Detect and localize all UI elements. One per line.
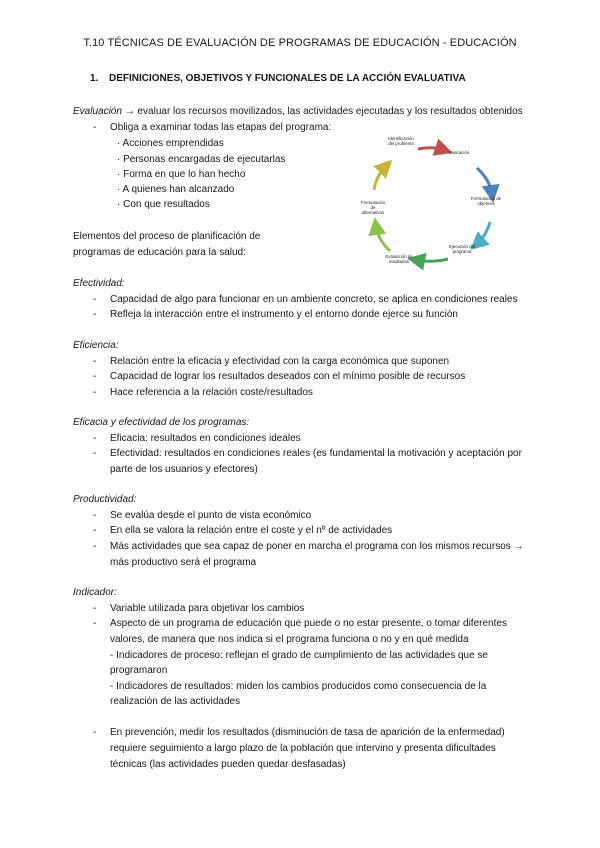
bullet-dash: - [93, 727, 97, 738]
section-number: 1. [90, 73, 99, 84]
subitem: · Con que resultados [117, 199, 210, 210]
bullet-dash: - [93, 122, 97, 133]
productividad-heading: Productividad: [73, 494, 137, 505]
indicador-item: Aspecto de un programa de educación que puede o no estar presente, o tomar diferentes [110, 618, 507, 629]
bullet-dash: - [93, 433, 97, 444]
indicador-proceso: - Indicadores de proceso: reflejan el grado de cumplimiento de las actividades que se [110, 650, 488, 661]
cycle-label-ejecucion: Ejecución del programa [448, 244, 476, 254]
bullet-dash: - [93, 541, 97, 552]
arrow-symbol: → [124, 106, 135, 117]
evaluacion-term: Evaluación [73, 106, 122, 117]
indicador-heading: Indicador: [73, 587, 117, 598]
indicador-item-cont: requiere seguimiento a largo plazo de la población que intervino y presenta dificultades [110, 743, 496, 754]
efectividad-heading: Efectividad: [73, 278, 125, 289]
bullet-dash: - [93, 603, 97, 614]
bullet-dash: - [93, 371, 97, 382]
indicador-resultados: - Indicadores de resultados: miden los cambios producidos como consecuencia de la [110, 681, 487, 692]
cycle-arrow [418, 148, 444, 150]
eficiencia-item: Relación entre la eficacia y efectividad con la carga económica que suponen [110, 356, 450, 367]
cycle-label-objetivos: Formulación de objetivos [470, 196, 502, 206]
eficiencia-item: Hace referencia a la relación coste/resultados [110, 387, 313, 398]
subitem: · Personas encargadas de ejecutarlas [117, 154, 286, 165]
cycle-label-evaluacion: Evaluación de resultados [385, 254, 413, 264]
eficacia-item: Efectividad: resultados en condiciones reales (es fundamental la motivación y aceptación por [110, 448, 522, 459]
cycle-label-alternativas: Formulación de alternativas [360, 200, 386, 215]
bullet-dash: - [93, 448, 97, 459]
bullet-dash: - [93, 309, 97, 320]
evaluacion-definition: evaluar los recursos movilizados, las actividades ejecutadas y los resultados obtenidos [137, 106, 523, 117]
productividad-item-cont: más productivo será el programa [110, 557, 257, 568]
eficacia-item-cont: parte de los usuarios y efectores) [110, 464, 258, 475]
bullet-dash: - [93, 356, 97, 367]
indicador-item: En prevención, medir los resultados (disminución de tasa de aparición de la enfermedad) [110, 727, 505, 738]
efectividad-item: Refleja la interacción entre el instrumento y el entorno donde ejerce su función [110, 309, 458, 320]
elementos-line-1: Elementos del proceso de planificación de [73, 231, 261, 242]
bullet-dash: - [93, 510, 97, 521]
cycle-arrow [477, 168, 492, 194]
indicador-item-cont: técnicas (las actividades pueden quedar desfasadas) [110, 759, 346, 770]
cycle-label-identificacion: Identificación del problema [388, 136, 414, 146]
eficacia-heading: Eficacia y efectividad de los programas: [73, 417, 250, 428]
eficacia-item: Eficacia: resultados en condiciones ideales [110, 433, 301, 444]
subitem: · Acciones emprendidas [117, 138, 224, 149]
bullet-dash: - [93, 294, 97, 305]
bullet-dash: - [93, 387, 97, 398]
eficiencia-heading: Eficiencia: [73, 340, 119, 351]
cycle-arrow [376, 226, 390, 251]
efectividad-item: Capacidad de algo para funcionar en un ambiente concreto, se aplica en condiciones reales [110, 294, 518, 305]
indicador-item: Variable utilizada para objetivar los cambios [110, 603, 305, 614]
productividad-item: Más actividades que sea capaz de poner en marcha el programa con los mismos recursos → [110, 541, 524, 552]
subitem: · Forma en que lo han hecho [117, 169, 246, 180]
bullet-dash: - [93, 618, 97, 629]
indicador-resultados-cont: realización de las actividades [110, 696, 241, 707]
indicador-item-cont: valores, de manera que nos indica si el programa funciona o no y en qué medida [110, 634, 469, 645]
section-heading: DEFINICIONES, OBJETIVOS Y FUNCIONALES DE LA ACCIÓN EVALUATIVA [109, 73, 466, 84]
productividad-item: En ella se valora la relación entre el coste y el nº de actividades [110, 525, 393, 536]
eficiencia-item: Capacidad de lograr los resultados deseados con el mínimo posible de recursos [110, 371, 466, 382]
cycle-arrow [416, 259, 448, 261]
planning-cycle-diagram [352, 138, 502, 272]
indicador-proceso-cont: programaron [110, 665, 168, 676]
productividad-item: Se evalúa desde el punto de vista económico [110, 510, 312, 521]
evaluacion-bullet: Obliga a examinar todas las etapas del programa: [110, 122, 332, 133]
cycle-arrow [374, 166, 386, 190]
elementos-line-2: programas de educación para la salud: [73, 247, 246, 258]
cycle-label-valoracion: Valoración [448, 150, 470, 155]
evaluacion-line [73, 104, 523, 119]
page-title: T.10 TÉCNICAS DE EVALUACIÓN DE PROGRAMAS DE EDUCACIÓN - EDUCACIÓN [83, 37, 517, 49]
subitem: · A quienes han alcanzado [117, 184, 235, 195]
cycle-arrow [477, 222, 490, 244]
bullet-dash: - [93, 525, 97, 536]
